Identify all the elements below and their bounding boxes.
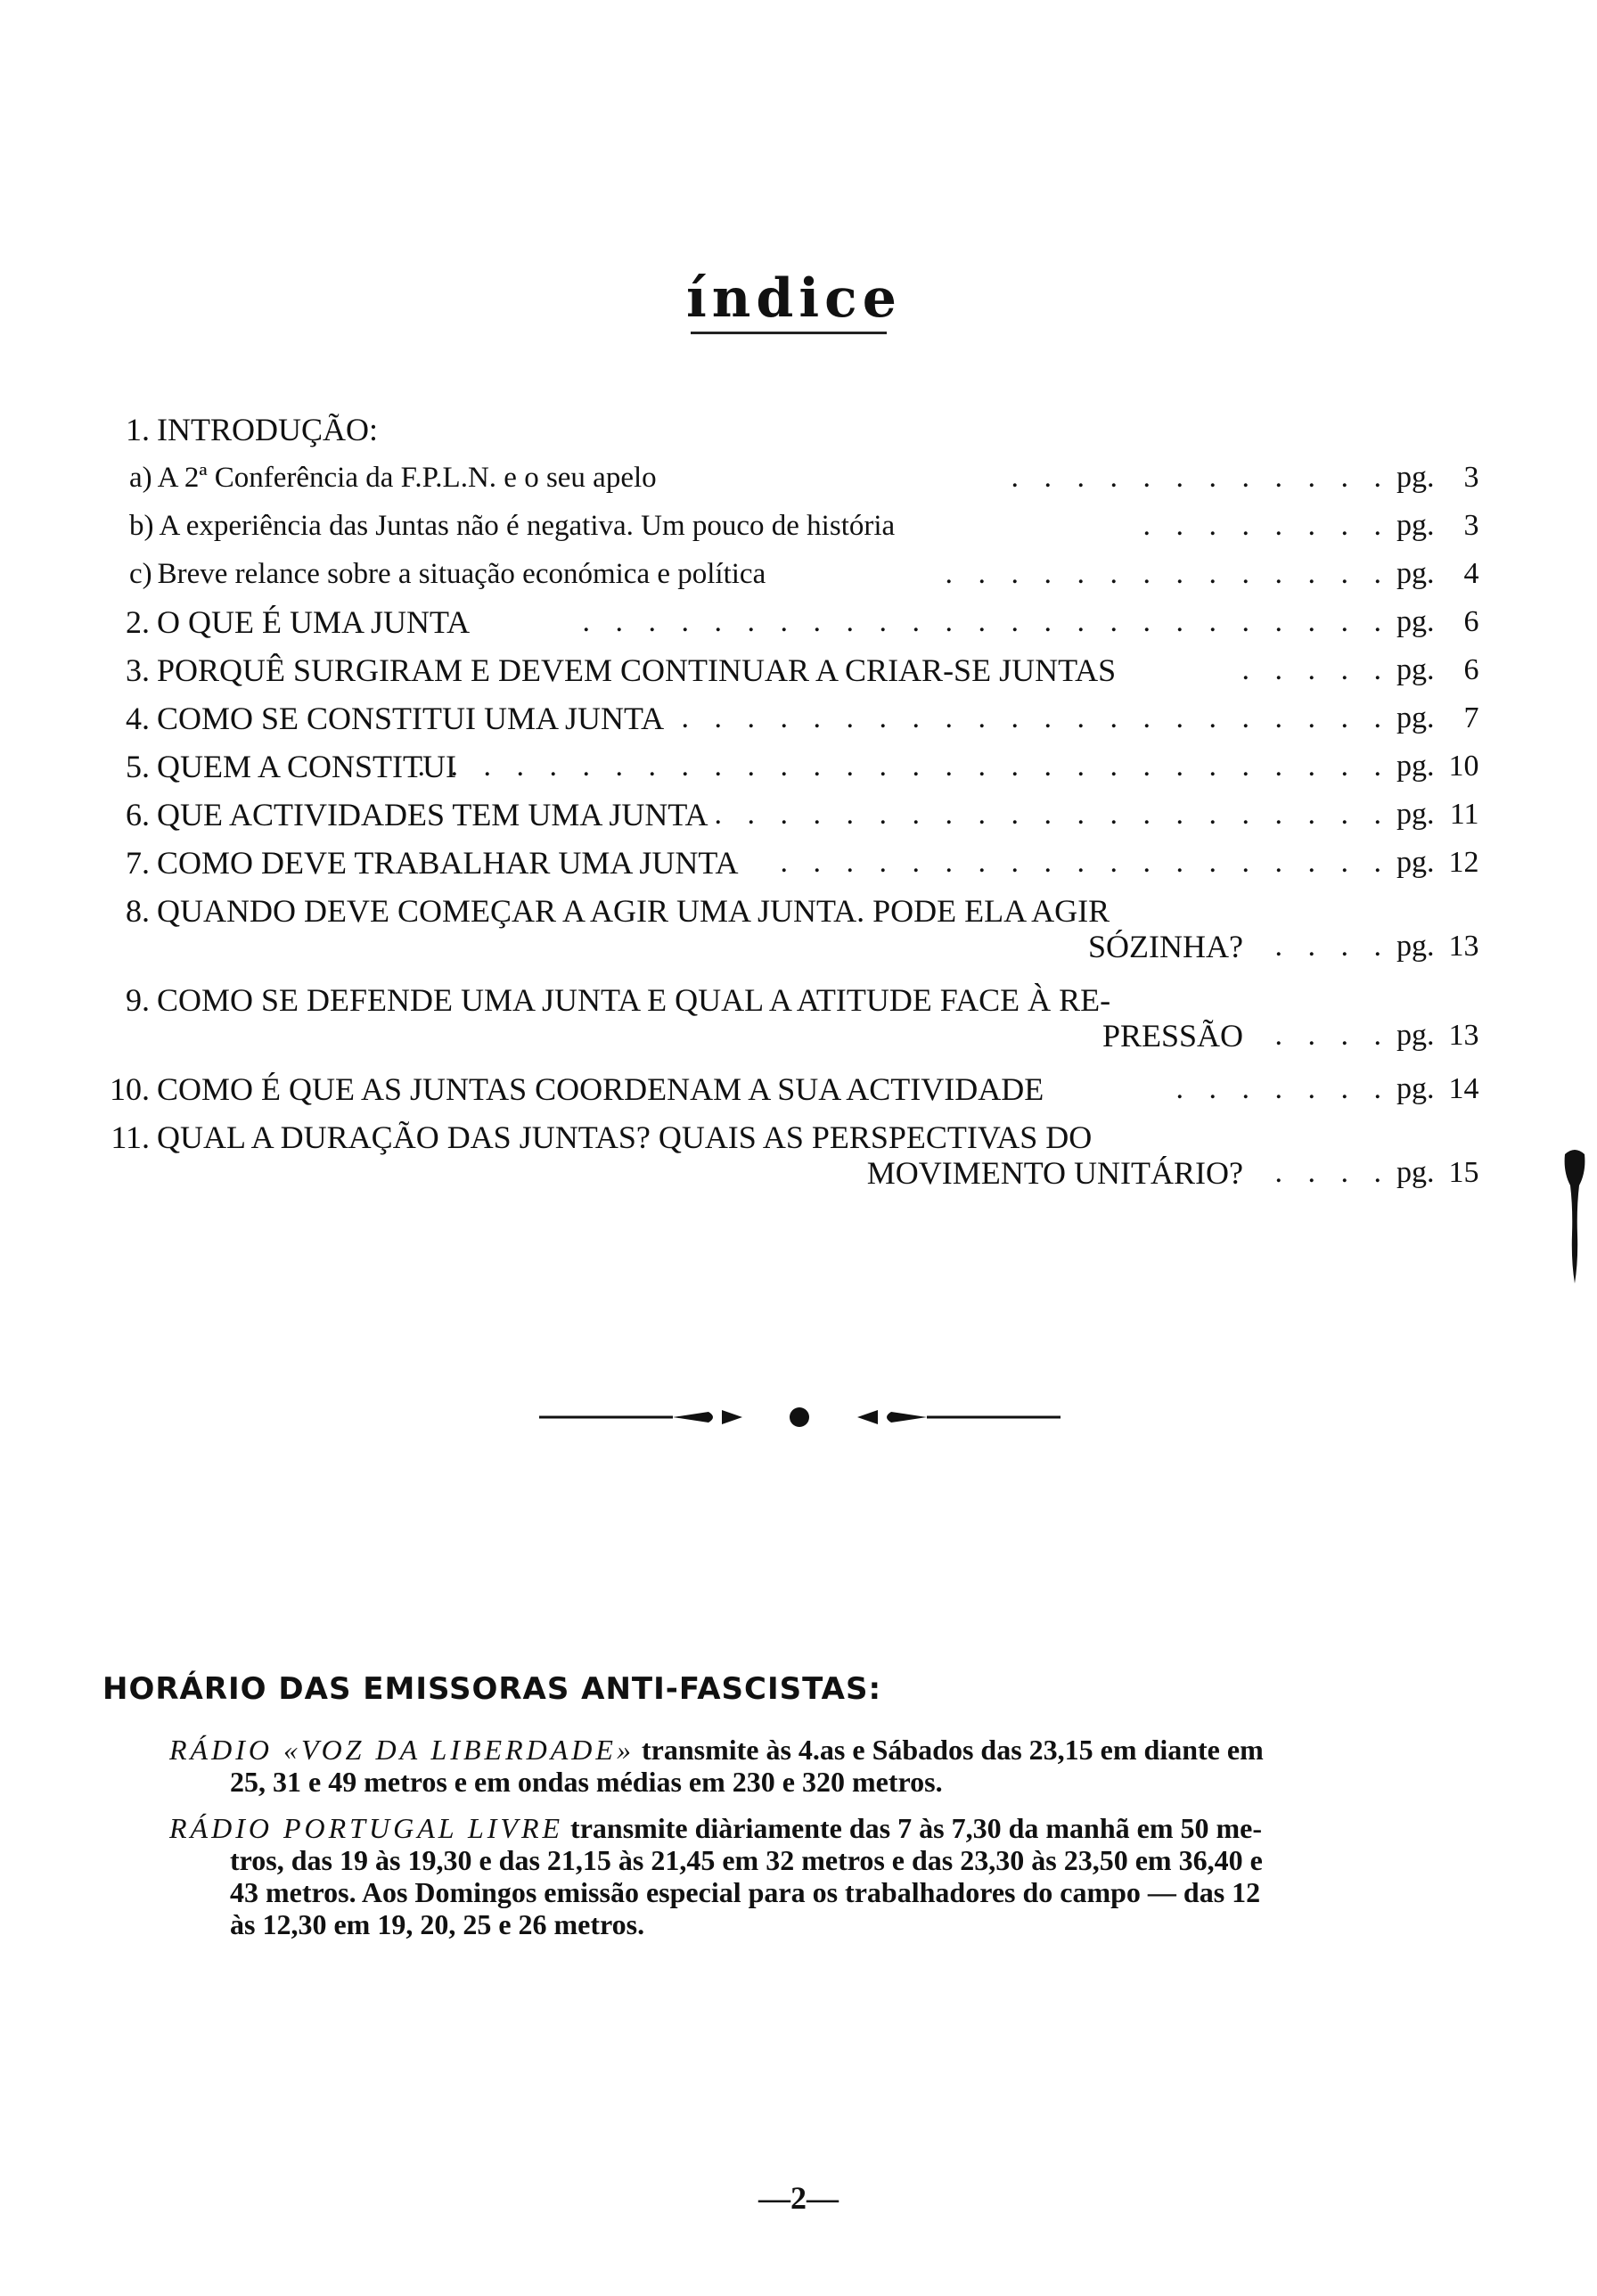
schedule-text: transmite diàriamente das 7 às 7,30 da manhã em 50 me- (563, 1812, 1262, 1844)
toc-page-ref: pg. 12 (1396, 846, 1479, 879)
toc-label: A 2ª Conferência da F.P.L.N. e o seu apelo (157, 462, 657, 494)
toc-item-2 (98, 598, 1502, 646)
toc-subitem-b (98, 502, 1502, 550)
leader-dots: . . . . . . . . . . . . . . . . . . . . . (714, 798, 1390, 831)
leader-dots: . . . . . . . . . . . . (1011, 461, 1390, 494)
toc-item-4 (98, 694, 1502, 742)
ornament-divider-icon (539, 1399, 1061, 1435)
toc-number: 7. (126, 845, 150, 881)
leader-dots: . . . . (1274, 930, 1390, 963)
toc-label: Breve relance sobre a situação económica e política (157, 558, 766, 590)
toc-number: b) (129, 510, 154, 542)
toc-page-ref: pg. 3 (1396, 509, 1479, 542)
toc-page-ref: pg. 13 (1396, 930, 1479, 963)
schedule-text: transmite às 4.as e Sábados das 23,15 em diante em (634, 1734, 1264, 1766)
toc-page-ref: pg. 14 (1396, 1072, 1479, 1105)
toc-item-7 (98, 839, 1502, 887)
toc-number: 9. (126, 982, 150, 1018)
leader-dots: . . . . . . . . (1142, 509, 1390, 542)
leader-dots: . . . . . . . . . . . . . . (945, 557, 1390, 590)
toc-number: a) (129, 462, 152, 494)
toc-label: A experiência das Juntas não é negativa. Um pouco de história (159, 510, 896, 542)
ink-blot-icon (1561, 1145, 1588, 1288)
toc-label-continued: SÓZINHA? (1088, 929, 1243, 964)
toc-page-ref: pg. 4 (1396, 557, 1479, 590)
toc-item-11 (98, 1113, 1502, 1202)
toc-page-ref: pg. 15 (1396, 1156, 1479, 1189)
toc-page-ref: pg. 3 (1396, 461, 1479, 494)
toc-page-ref: pg. 6 (1396, 605, 1479, 638)
toc-label: COMO DEVE TRABALHAR UMA JUNTA (157, 845, 739, 881)
table-of-contents (98, 406, 1502, 1202)
toc-number: 6. (126, 797, 150, 832)
toc-page-ref: pg. 7 (1396, 701, 1479, 734)
radio-entry-portugal-livre (169, 1812, 1470, 1940)
radio-schedule (169, 1734, 1470, 1955)
toc-number: 4. (126, 701, 150, 736)
toc-item-8 (98, 887, 1502, 976)
leader-dots: . . . . (1274, 1156, 1390, 1189)
toc-number: 8. (126, 893, 150, 929)
toc-page-ref: pg. 10 (1396, 750, 1479, 783)
toc-number: 5. (126, 749, 150, 784)
toc-label-continued: PRESSÃO (1102, 1018, 1243, 1054)
leader-dots: . . . . . (1241, 653, 1390, 686)
toc-number: 3. (126, 652, 150, 688)
toc-item-9 (98, 976, 1502, 1065)
toc-number: 2. (126, 604, 150, 640)
leader-dots: . . . . . . . . . . . . . . . . . . . (780, 846, 1390, 879)
station-name: RÁDIO «VOZ DA LIBERDADE» (169, 1734, 635, 1766)
toc-label: INTRODUÇÃO: (157, 412, 378, 447)
page-title: índice (686, 267, 902, 330)
toc-number: 10. (110, 1071, 150, 1107)
toc-item-6 (98, 791, 1502, 839)
radio-entry-voz-liberdade (169, 1734, 1470, 1798)
schedule-heading: HORÁRIO DAS EMISSORAS ANTI-FASCISTAS: (102, 1671, 882, 1707)
toc-label: QUANDO DEVE COMEÇAR A AGIR UMA JUNTA. PODE ELA AGIR (157, 893, 1110, 929)
toc-item-5 (98, 742, 1502, 791)
toc-item-10 (98, 1065, 1502, 1113)
toc-label: PORQUÊ SURGIRAM E DEVEM CONTINUAR A CRIAR-SE JUNTAS (157, 652, 1117, 688)
schedule-text: 25, 31 e 49 metros e em ondas médias em 230 e 320 metros. (230, 1766, 943, 1798)
toc-label: O QUE É UMA JUNTA (157, 604, 471, 640)
toc-label: QUAL A DURAÇÃO DAS JUNTAS? QUAIS AS PERSPECTIVAS DO (157, 1119, 1093, 1155)
page-number: —2— (758, 2180, 839, 2216)
title-underline (691, 332, 887, 334)
toc-label: QUE ACTIVIDADES TEM UMA JUNTA (157, 797, 708, 832)
leader-dots: . . . . (1274, 1019, 1390, 1052)
toc-number: 1. (126, 412, 150, 447)
toc-item-3 (98, 646, 1502, 694)
schedule-text: às 12,30 em 19, 20, 25 e 26 metros. (230, 1908, 645, 1940)
station-name: RÁDIO PORTUGAL LIVRE (169, 1812, 564, 1844)
leader-dots: . . . . . . . . . . . . . . . . . . . . . . (681, 701, 1390, 734)
toc-subitem-c (98, 550, 1502, 598)
leader-dots: . . . . . . . . . . . . . . . . . . . . . . . . . . . . . . (417, 750, 1390, 783)
toc-page-ref: pg. 6 (1396, 653, 1479, 686)
toc-page-ref: pg. 11 (1396, 798, 1479, 831)
toc-label-continued: MOVIMENTO UNITÁRIO? (866, 1155, 1243, 1191)
toc-label: QUEM A CONSTITUI (157, 749, 457, 784)
toc-number: c) (129, 558, 152, 590)
schedule-text: 43 metros. Aos Domingos emissão especial para os trabalhadores do campo — das 12 (230, 1876, 1261, 1908)
toc-label: COMO É QUE AS JUNTAS COORDENAM A SUA ACTIVIDADE (157, 1071, 1044, 1107)
schedule-text: tros, das 19 às 19,30 e das 21,15 às 21,45 em 32 metros e das 23,30 às 23,50 em 36,40 e (230, 1844, 1263, 1876)
leader-dots: . . . . . . . (1175, 1072, 1390, 1105)
leader-dots: . . . . . . . . . . . . . . . . . . . . . . . . . (582, 605, 1390, 638)
toc-item-1 (98, 406, 1502, 454)
toc-page-ref: pg. 13 (1396, 1019, 1479, 1052)
toc-label: COMO SE DEFENDE UMA JUNTA E QUAL A ATITUDE FACE À RE- (157, 982, 1111, 1018)
toc-subitem-a (98, 454, 1502, 502)
toc-label: COMO SE CONSTITUI UMA JUNTA (157, 701, 665, 736)
toc-number: 11. (111, 1119, 150, 1155)
